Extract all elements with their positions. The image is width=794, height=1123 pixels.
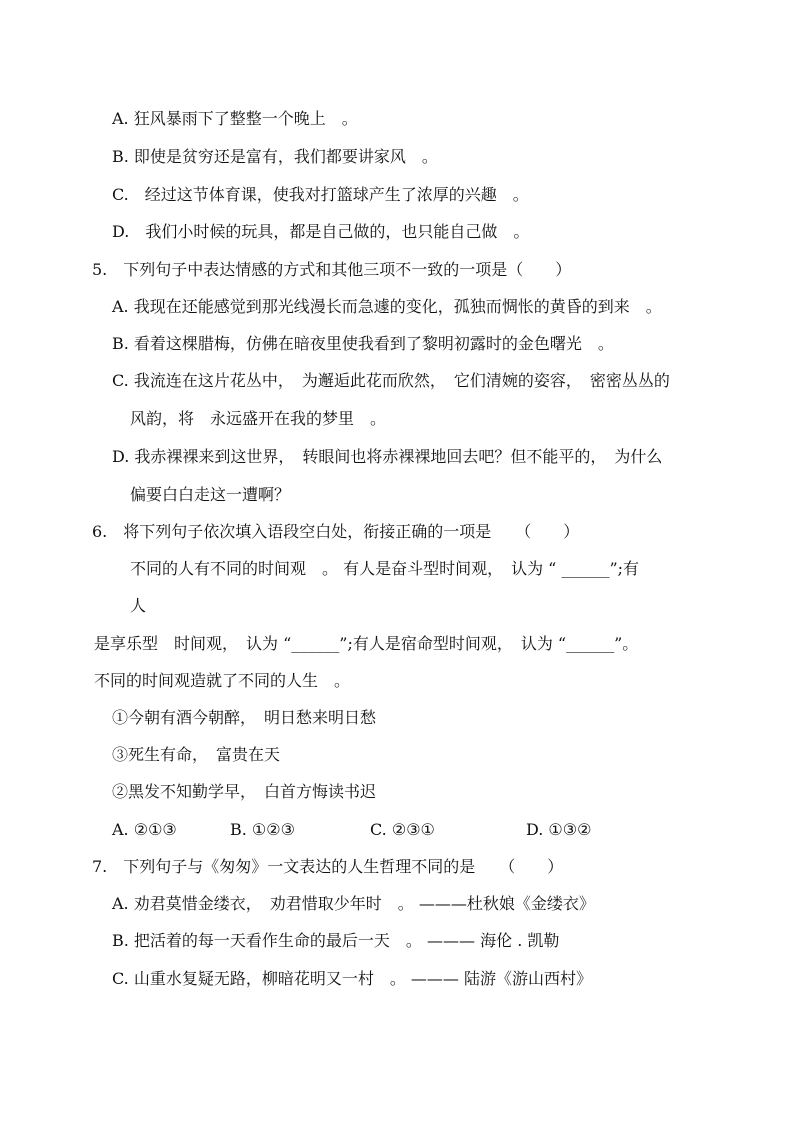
q6-passage-line-4: 不同的时间观造就了不同的人生 。 [94, 671, 351, 690]
q5-option-c: C. 我流连在这片花丛中， 为邂逅此花而欣然， 它们清婉的姿容， 密密丛丛的 [112, 371, 670, 390]
q6-choice-b: B. ①②③ [230, 820, 295, 839]
q5-stem: 5. 下列句子中表达情感的方式和其他三项不一致的一项是（ ） [92, 260, 572, 279]
q7-option-c: C. 山重水复疑无路，柳暗花明又一村 。 ——— 陆游《游山西村》 [112, 969, 593, 988]
q6-sentence-2: ②黑发不知勤学早， 白首方悔读书迟 [112, 782, 377, 801]
q6-sentence-3: ③死生有命， 富贵在天 [112, 745, 281, 764]
q6-choice-a: A. ②①③ [112, 820, 177, 839]
q4-option-d: D. 我们小时候的玩具，都是自己做的，也只能自己做 。 [112, 222, 530, 241]
q5-option-b: B. 看着这棵腊梅，仿佛在暗夜里使我看到了黎明初露时的金色曙光 。 [112, 334, 614, 353]
q5-option-a: A. 我现在还能感觉到那光线漫长而急遽的变化，孤独而惆怅的黄昏的到来 。 [112, 297, 662, 316]
q4-option-a: A. 狂风暴雨下了整整一个晚上 。 [112, 109, 358, 128]
q6-passage-line-1: 不同的人有不同的时间观 。 有人是奋斗型时间观， 认为 “ ______”;有 [130, 559, 640, 578]
q4-option-b: B. 即使是贫穷还是富有，我们都要讲家风 。 [112, 147, 438, 166]
q6-stem: 6. 将下列句子依次填入语段空白处，衔接正确的一项是 （ ） [92, 522, 580, 541]
q7-option-a: A. 劝君莫惜金缕衣， 劝君惜取少年时 。 ———杜秋娘《金缕衣》 [112, 894, 595, 913]
q6-choice-d: D. ①③② [526, 820, 592, 839]
q6-sentence-1: ①今朝有酒今朝醉， 明日愁来明日愁 [112, 708, 377, 727]
q5-option-c-cont: 风韵，将 永远盛开在我的梦里 。 [130, 409, 387, 428]
q6-passage-line-3: 是享乐型 时间观， 认为 “______”;有人是宿命型时间观， 认为 “______”。 [94, 634, 639, 653]
q4-option-c: C. 经过这节体育课，使我对打篮球产生了浓厚的兴趣 。 [112, 185, 529, 204]
q5-option-d: D. 我赤裸裸来到这世界， 转眼间也将赤裸裸地回去吧？但不能平的， 为什么 [112, 447, 663, 466]
q7-option-b: B. 把活着的每一天看作生命的最后一天 。 ——— 海伦 . 凯勒 [112, 931, 560, 950]
q6-passage-line-2: 人 [130, 596, 147, 615]
q5-option-d-cont: 偏要白白走这一遭啊？ [130, 485, 291, 504]
q6-choice-c: C. ②③① [370, 820, 435, 839]
q7-stem: 7. 下列句子与《匆匆》一文表达的人生哲理不同的是 （ ） [92, 857, 564, 876]
